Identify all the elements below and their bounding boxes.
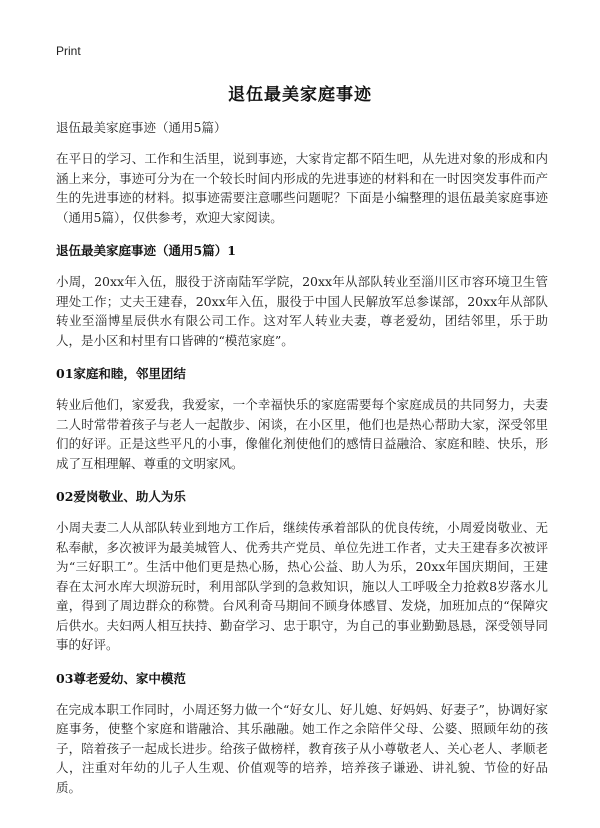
subsection-heading-2: 02爱岗敬业、助人为乐 — [56, 489, 186, 504]
intro-paragraph: 在平日的学习、工作和生活里，说到事迹，大家肯定都不陌生吧，从先进对象的形成和内涵上来分，事迹可分为在一个较长时间内形成的先进事迹的材料和在一时因突发事件而产生的先进事迹的材料。拟事迹需要注意哪些问题呢？下面是小编整理的退伍最美家庭事迹（通用5篇），仅供参考，欢迎大家阅读。 — [56, 151, 548, 225]
print-label[interactable]: Print — [56, 44, 81, 58]
subsection-paragraph-1: 转业后他们，家爱我，我爱家，一个幸福快乐的家庭需要每个家庭成员的共同努力，夫妻二人时常带着孩子与老人一起散步、闲谈，在小区里，他们也是热心帮助大家，深受邻里们的好评。正是这些平凡的小事，像催化剂使他们的感情日益融洽、家庭和睦、快乐，形成了互相理解、尊重的文明家风。 — [56, 397, 548, 471]
section-heading: 退伍最美家庭事迹（通用5篇）1 — [56, 243, 236, 258]
subsection-paragraph-3: 在完成本职工作同时，小周还努力做一个“好女儿、好儿媳、好妈妈、好妻子”，协调好家庭事务，使整个家庭和谐融洽、其乐融融。她工作之余陪伴父母、公婆、照顾年幼的孩子，陪着孩子一起成长进步。给孩子做榜样，教育孩子从小尊敬老人、关心老人、孝顺老人，注重对年幼的儿子人生观、价值观等的培养，培养孩子谦逊、讲礼貌、节俭的好品质。 — [56, 701, 548, 795]
page-title: 退伍最美家庭事迹 — [228, 85, 372, 105]
article-subtitle: 退伍最美家庭事迹（通用5篇） — [56, 120, 227, 135]
section-paragraph: 小周，20xx年入伍，服役于济南陆军学院，20xx年从部队转业至淄川区市容环境卫生管理处工作；丈夫王建春，20xx年入伍，服役于中国人民解放军总参谋部，20xx年从部队转业至淄博星辰供水有限公司工作。这对军人转业夫妻，尊老爱幼，团结邻里，乐于助人，是小区和村里有口皆碑的“模范家庭”。 — [56, 274, 548, 348]
subsection-heading-1: 01家庭和睦，邻里团结 — [56, 366, 186, 381]
article-body — [56, 118, 548, 811]
subsection-paragraph-2: 小周夫妻二人从部队转业到地方工作后，继续传承着部队的优良传统，小周爱岗敬业、无私奉献，多次被评为最美城管人、优秀共产党员、单位先进工作者，丈夫王建春多次被评为“三好职工”。生活中他们更是热心肠，热心公益、助人为乐，20xx年国庆期间，王建春在太河水库大坝游玩时，利用部队学到的急救知识，施以人工呼吸全力抢救8岁落水儿童，得到了周边群众的称赞。台风利奇马期间不顾身体感冒、发烧，加班加点的“保障灾后供水。夫妇两人相互扶持、勤奋学习、忠于职守，为自己的事业勤勤恳恳，深受领导同事的好评。 — [56, 520, 548, 652]
subsection-heading-3: 03尊老爱幼、家中模范 — [56, 670, 186, 686]
